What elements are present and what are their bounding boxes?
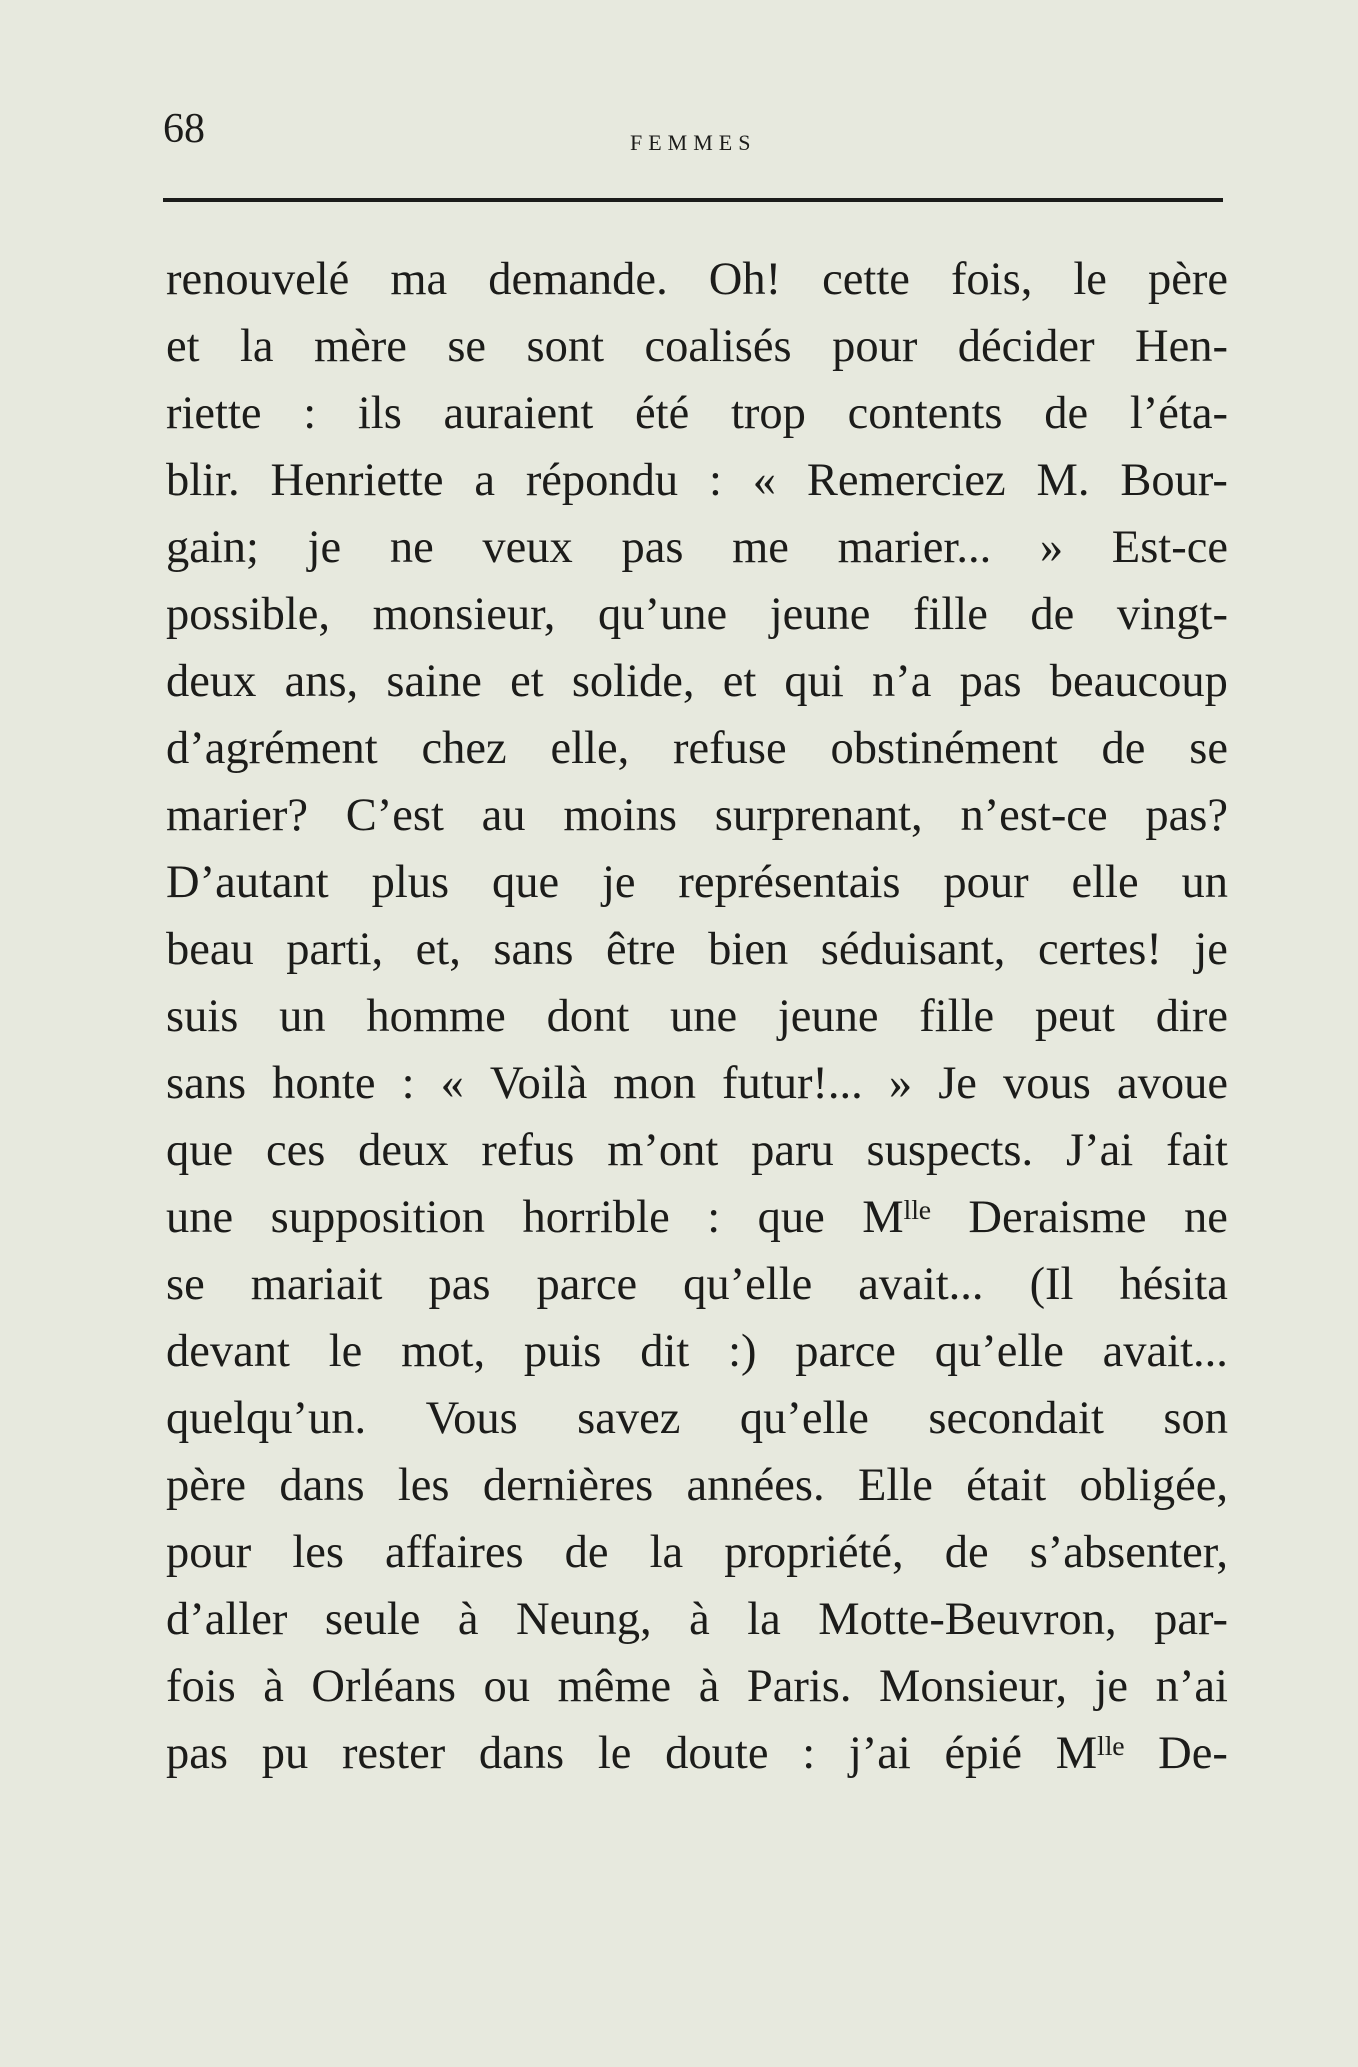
text-line: D’autant plus que je représentais pour elle un [166, 857, 1228, 908]
text-line: une supposition horrible : que Mˡˡᵉ Deraisme ne [166, 1192, 1228, 1243]
text-line: marier? C’est au moins surprenant, n’est-ce pas? [166, 790, 1228, 841]
text-line: que ces deux refus m’ont paru suspects. J’ai fait [166, 1125, 1228, 1176]
page-number: 68 [163, 106, 205, 152]
text-line: deux ans, saine et solide, et qui n’a pas beaucoup [166, 656, 1228, 707]
text-line: d’aller seule à Neung, à la Motte-Beuvron, par- [166, 1594, 1228, 1645]
text-line: renouvelé ma demande. Oh! cette fois, le père [166, 254, 1228, 305]
text-line: riette : ils auraient été trop contents de l’éta- [166, 388, 1228, 439]
body-text [166, 246, 1228, 1787]
text-line: pas pu rester dans le doute : j’ai épié Mˡˡᵉ De- [166, 1728, 1228, 1779]
text-line: gain; je ne veux pas me marier... » Est-ce [166, 522, 1228, 573]
text-line: beau parti, et, sans être bien séduisant, certes! je [166, 924, 1228, 975]
header-rule [163, 198, 1223, 202]
text-line: fois à Orléans ou même à Paris. Monsieur, je n’ai [166, 1661, 1228, 1712]
text-line: père dans les dernières années. Elle était obligée, [166, 1460, 1228, 1511]
page-header [163, 108, 1223, 168]
text-line: sans honte : « Voilà mon futur!... » Je vous avoue [166, 1058, 1228, 1109]
text-line: se mariait pas parce qu’elle avait... (Il hésita [166, 1259, 1228, 1310]
text-line: pour les affaires de la propriété, de s’absenter, [166, 1527, 1228, 1578]
text-line: possible, monsieur, qu’une jeune fille de vingt- [166, 589, 1228, 640]
text-line: devant le mot, puis dit :) parce qu’elle avait... [166, 1326, 1228, 1377]
text-line: d’agrément chez elle, refuse obstinément de se [166, 723, 1228, 774]
text-line: blir. Henriette a répondu : « Remerciez M. Bour- [166, 455, 1228, 506]
text-line: suis un homme dont une jeune fille peut dire [166, 991, 1228, 1042]
running-title: FEMMES [630, 130, 757, 155]
text-line: et la mère se sont coalisés pour décider Hen- [166, 321, 1228, 372]
text-line: quelqu’un. Vous savez qu’elle secondait son [166, 1393, 1228, 1444]
